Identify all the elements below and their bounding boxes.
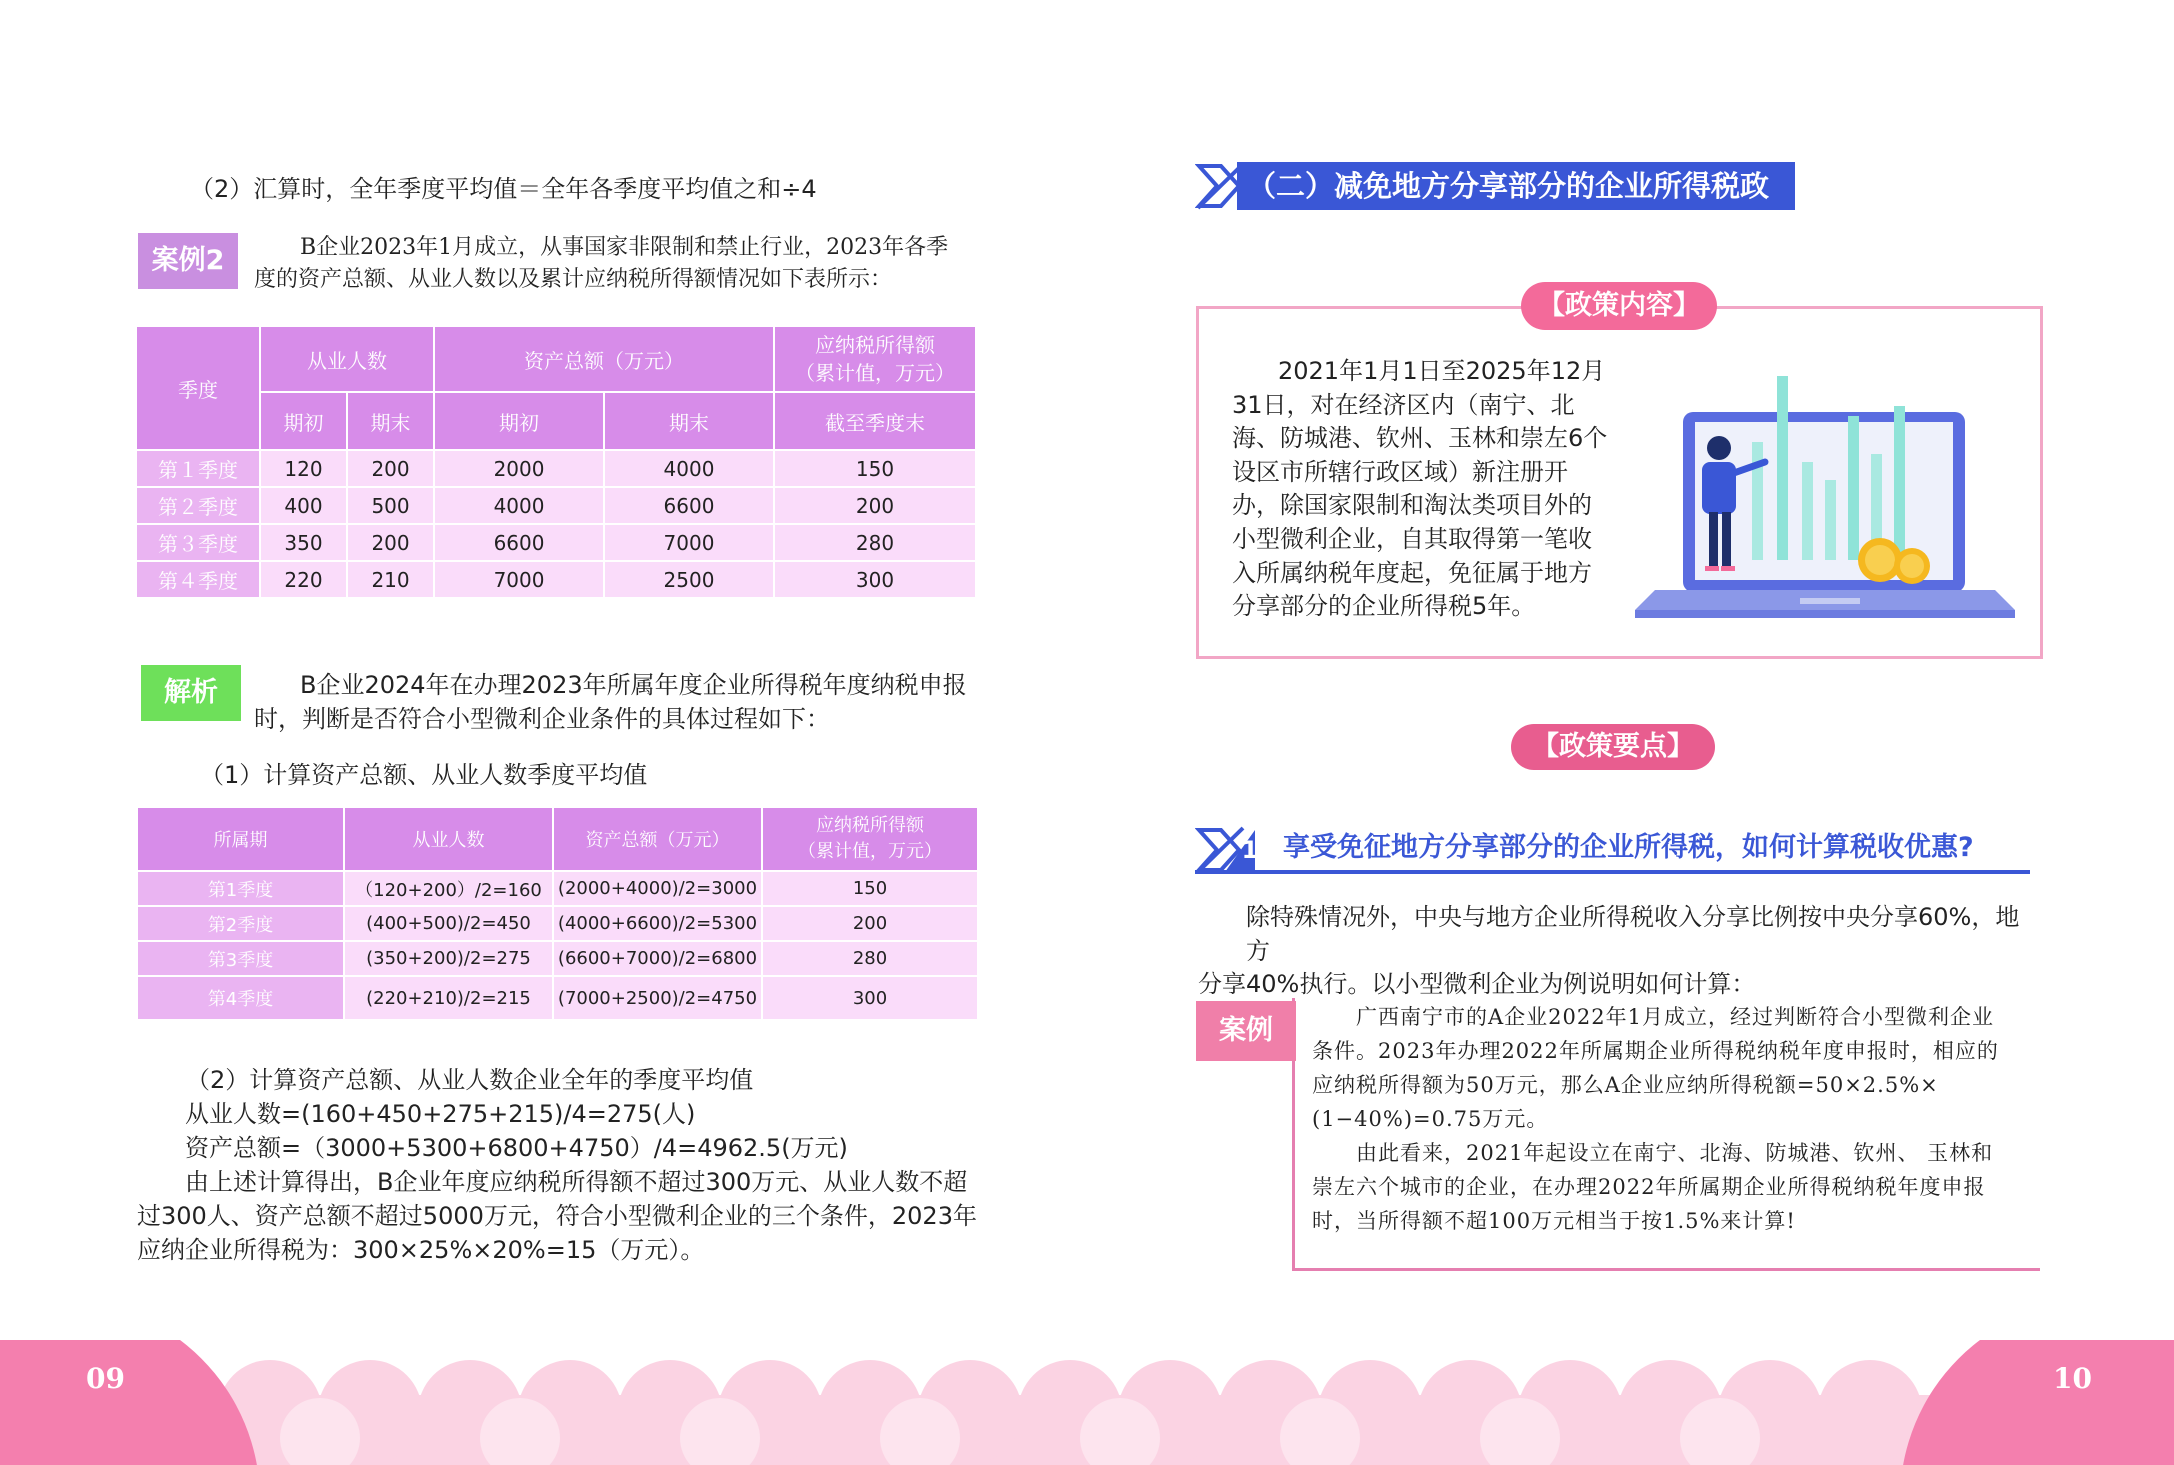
analysis-line-2: 时，判断是否符合小型微利企业条件的具体过程如下： <box>254 705 830 733</box>
cell: 280 <box>775 525 975 560</box>
cell: 200 <box>763 907 977 940</box>
th-assets-begin: 期初 <box>435 393 603 449</box>
cell: 500 <box>348 488 433 523</box>
case-line-3: 应纳税所得额为50万元，那么A企业应纳所得税额=50×2.5%× <box>1312 1073 1939 1097</box>
th-income-line-2: （累计值，万元） <box>798 841 942 862</box>
subsection-header <box>1195 826 2030 874</box>
case-line-5: 由此看来，2021年起设立在南宁、北海、防城港、钦州、 玉林和 <box>1356 1141 1994 1165</box>
th-income <box>775 327 975 391</box>
conclusion-line-2: 过300人、资产总额不超过5000万元，符合小型微利企业的三个条件，2023年 <box>137 1202 977 1230</box>
cell-period: 第3季度 <box>138 942 343 975</box>
subsection-title: 享受免征地方分享部分的企业所得税，如何计算税收优惠? <box>1283 832 1974 863</box>
analysis-line-1: B企业2024年在办理2023年所属年度企业所得税年度纳税申报 <box>300 671 967 699</box>
case-line-6: 崇左六个城市的企业，在办理2022年所属期企业所得税纳税年度申报 <box>1312 1175 1986 1199</box>
policy-line-4: 设区市所辖行政区域）新注册开 <box>1232 457 1568 486</box>
policy-line-6: 小型微利企业，自其取得第一笔收 <box>1232 524 1592 553</box>
cell-quarter: 第１季度 <box>137 451 259 486</box>
step1-heading: （1）计算资产总额、从业人数季度平均值 <box>200 761 648 789</box>
cell: (6600+7000)/2=6800 <box>554 942 761 975</box>
cell: 210 <box>348 562 433 597</box>
policy-content-pill: 【政策内容】 <box>1521 282 1717 330</box>
table-row <box>138 942 977 975</box>
cell-period: 第1季度 <box>138 872 343 905</box>
cell: 2500 <box>605 562 773 597</box>
policy-line-1: 2021年1月1日至2025年12月 <box>1278 357 1606 385</box>
quarterly-data-table <box>135 325 977 599</box>
cell-period: 第4季度 <box>138 977 343 1019</box>
cell: 220 <box>261 562 346 597</box>
th-income-line-1: 应纳税所得额 <box>816 815 924 836</box>
case-text <box>1312 1000 2037 1238</box>
cell: 200 <box>348 451 433 486</box>
th-employees-begin: 期初 <box>261 393 346 449</box>
policy-line-2: 31日，对在经济区内（南宁、北 <box>1232 390 1575 419</box>
case2-tag: 案例2 <box>138 233 238 289</box>
policy-line-7: 入所属纳税年度起，免征属于地方 <box>1232 558 1592 587</box>
th-quarter: 季度 <box>137 327 259 449</box>
th-period: 所属期 <box>138 808 343 870</box>
calc-assets: 资产总额=（3000+5300+6800+4750）/4=4962.5(万元) <box>185 1134 848 1162</box>
cell: 120 <box>261 451 346 486</box>
th-employees-end: 期末 <box>348 393 433 449</box>
th-income-line-1: 应纳税所得额 <box>815 333 935 357</box>
cell: (7000+2500)/2=4750 <box>554 977 761 1019</box>
heading-annual-average: （2）汇算时，全年季度平均值＝全年各季度平均值之和÷4 <box>190 175 817 203</box>
cell: 2000 <box>435 451 603 486</box>
cell: (2000+4000)/2=3000 <box>554 872 761 905</box>
table-row <box>138 907 977 940</box>
cell: 300 <box>763 977 977 1019</box>
case-line-2: 条件。2023年办理2022年所属期企业所得税纳税年度申报时，相应的 <box>1312 1039 1999 1063</box>
cell: (4000+6600)/2=5300 <box>554 907 761 940</box>
conclusion-line-1: 由上述计算得出，B企业年度应纳税所得额不超过300万元、从业人数不超 <box>185 1168 968 1196</box>
cell: 150 <box>775 451 975 486</box>
th-assets: 资产总额（万元） <box>554 808 761 870</box>
cell: 400 <box>261 488 346 523</box>
table-row <box>137 562 975 597</box>
section-header <box>1195 162 1795 251</box>
conclusion <box>137 1165 987 1267</box>
policy-text <box>1232 355 1612 624</box>
cell: 350 <box>261 525 346 560</box>
th-income-asof: 截至季度末 <box>775 393 975 449</box>
cell-quarter: 第２季度 <box>137 488 259 523</box>
intro-line-1: 除特殊情况外，中央与地方企业所得税收入分享比例按中央分享60%，地方 <box>1246 903 2020 965</box>
cell-quarter: 第４季度 <box>137 562 259 597</box>
cell: 150 <box>763 872 977 905</box>
case-line-1: 广西南宁市的A企业2022年1月成立，经过判断符合小型微利企业 <box>1356 1005 1994 1029</box>
cell: (220+210)/2=215 <box>345 977 552 1019</box>
case2-line-2: 度的资产总额、从业人数以及累计应纳税所得额情况如下表所示： <box>254 267 893 292</box>
cell: (400+500)/2=450 <box>345 907 552 940</box>
intro-line-2: 分享40%执行。以小型微利企业为例说明如何计算： <box>1198 970 1756 999</box>
policy-line-8: 分享部分的企业所得税5年。 <box>1232 592 1536 621</box>
calc-employees: 从业人数=(160+450+275+215)/4=275(人) <box>185 1100 696 1128</box>
th-assets: 资产总额（万元） <box>435 327 773 391</box>
subsection-number: 1 <box>1241 836 1259 864</box>
cell: 4000 <box>605 451 773 486</box>
table-row <box>137 451 975 486</box>
th-assets-end: 期末 <box>605 393 773 449</box>
page-number-left: 09 <box>86 1362 125 1395</box>
cell: 6600 <box>605 488 773 523</box>
cell: 7000 <box>605 525 773 560</box>
policy-line-5: 办，除国家限制和淘汰类项目外的 <box>1232 491 1592 520</box>
cell-quarter: 第３季度 <box>137 525 259 560</box>
cell: 200 <box>775 488 975 523</box>
cell: 6600 <box>435 525 603 560</box>
analysis-tag: 解析 <box>141 665 241 721</box>
th-income-line-2: （累计值，万元） <box>795 361 955 385</box>
cell: 280 <box>763 942 977 975</box>
conclusion-line-3: 应纳企业所得税为：300×25%×20%=15（万元）。 <box>137 1236 705 1264</box>
table-row <box>138 872 977 905</box>
subsection-underline <box>1195 870 2030 874</box>
th-employees: 从业人数 <box>261 327 433 391</box>
cell: 4000 <box>435 488 603 523</box>
cell: 300 <box>775 562 975 597</box>
cell-period: 第2季度 <box>138 907 343 940</box>
section-title: （二）减免地方分享部分的企业所得税政策 <box>1237 162 1795 210</box>
page-number-right: 10 <box>2053 1362 2092 1395</box>
cell: 7000 <box>435 562 603 597</box>
case-tag: 案例 <box>1196 1001 1296 1061</box>
case-line-7: 时，当所得额不超100万元相当于按1.5%来计算! <box>1312 1209 1796 1233</box>
table-row <box>137 525 975 560</box>
step2-heading: （2）计算资产总额、从业人数企业全年的季度平均值 <box>186 1066 754 1094</box>
th-employees: 从业人数 <box>345 808 552 870</box>
case-line-4: (1−40%)=0.75万元。 <box>1312 1107 1549 1131</box>
cell: （120+200）/2=160 <box>345 872 552 905</box>
cell: 200 <box>348 525 433 560</box>
case2-intro <box>254 232 948 296</box>
intro-text <box>1198 901 2038 1002</box>
policy-line-3: 海、防城港、钦州、玉林和崇左6个 <box>1232 424 1608 453</box>
footer-cloud-decoration <box>0 1340 2174 1465</box>
table-row <box>138 977 977 1019</box>
table-row <box>137 488 975 523</box>
analysis-intro <box>254 668 967 736</box>
cell: (350+200)/2=275 <box>345 942 552 975</box>
th-income <box>763 808 977 870</box>
case2-line-1: B企业2023年1月成立，从事国家非限制和禁止行业，2023年各季 <box>300 235 949 260</box>
laptop-chart-illustration-icon <box>1625 362 2025 630</box>
policy-points-pill: 【政策要点】 <box>1511 724 1715 770</box>
average-calc-table <box>136 806 979 1021</box>
